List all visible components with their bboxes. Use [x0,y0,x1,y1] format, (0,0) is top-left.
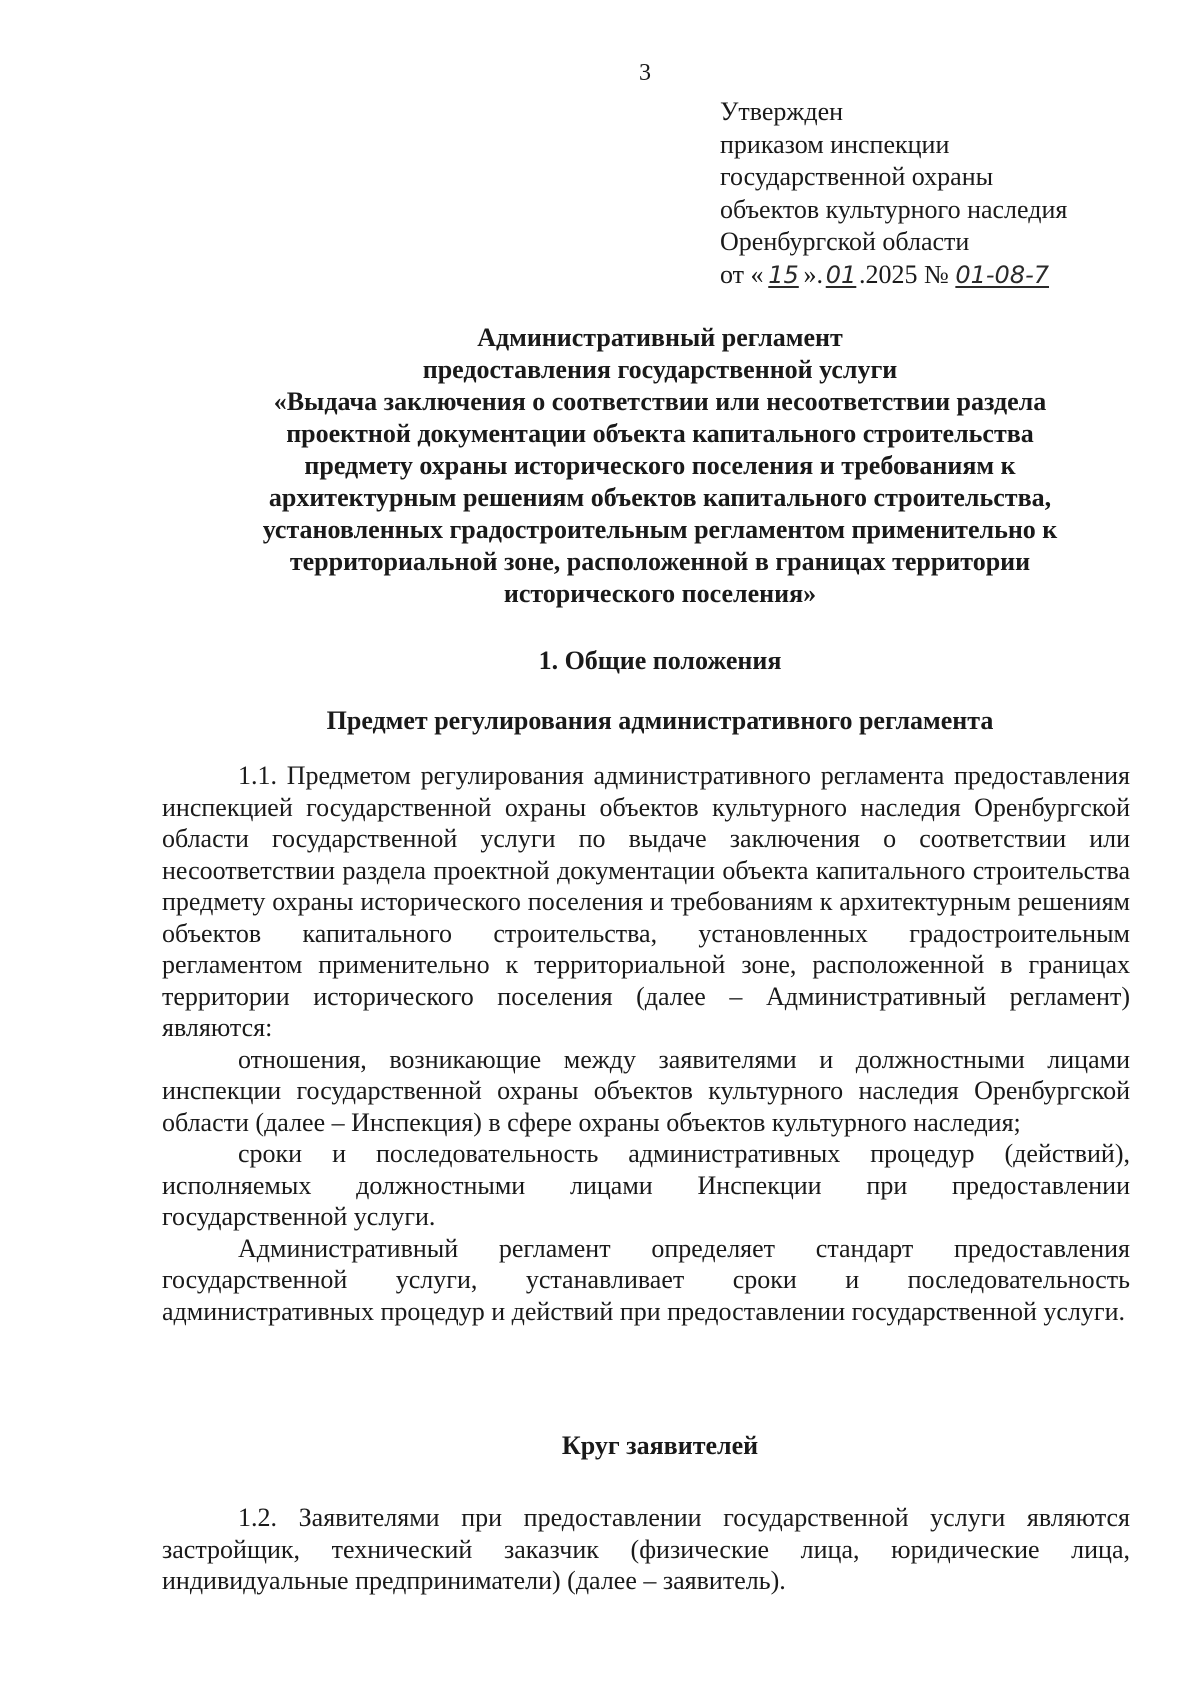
approval-date-line [720,259,1073,292]
approval-line: приказом инспекции [720,129,950,159]
approval-line: Оренбургской области [720,227,970,256]
body-text-subject [162,760,1130,1327]
date-year: .2025 № [859,259,949,289]
subsection-heading-subject: Предмет регулирования административного регламента [326,706,994,735]
title-line: архитектурным решениям объектов капитального строительства, [268,483,1052,512]
paragraph: отношения, возникающие между заявителями и должностными лицами инспекции государственной охраны объектов культурного наследия Оренбургской области (далее – Инспекция) в сфере охраны объектов культурного наследия; [162,1044,1130,1137]
body-text-applicants [162,1502,1130,1597]
handwritten-month: 01 [825,260,857,289]
title-line: территориальной зоне, расположенной в границах территории [289,547,1031,576]
section-heading-general: 1. Общие положения [538,646,782,675]
subsection-heading-applicants: Круг заявителей [561,1431,759,1460]
title-line: предмету охраны исторического поселения и требованиям к [304,451,1016,480]
title-line: «Выдача заключения о соответствии или несоответствии раздела [273,387,1047,416]
paragraph: 1.2. Заявителями при предоставлении государственной услуги являются застройщик, технический заказчик (физические лица, юридические лица, индивидуальные предприниматели) (далее – заявитель). [162,1503,1130,1595]
approval-line: Утвержден [720,97,844,126]
handwritten-order-number: 01-08-7 [955,260,1050,289]
title-line: исторического поселения» [503,579,817,608]
date-prefix: от « [720,259,764,289]
approval-line: государственной охраны [720,162,994,191]
page-number: 3 [639,60,651,86]
document-title [160,322,1160,610]
title-line: установленных градостроительным регламентом применительно к [262,515,1058,544]
date-separator: ». [803,259,824,289]
paragraph: Административный регламент определяет стандарт предоставления государственной услуги, устанавливает сроки и последовательность административных процедур и действий при предоставлении государственной услуги. [162,1233,1130,1326]
paragraph: сроки и последовательность административных процедур (действий), исполняемых должностными лицами Инспекции при предоставлении государственной услуги. [162,1139,1130,1231]
approval-line: объектов культурного наследия [720,194,1068,224]
handwritten-day: 15 [768,260,799,289]
title-line: Административный регламент [477,323,843,352]
title-line: предоставления государственной услуги [422,355,898,384]
paragraph: 1.1. Предметом регулирования административного регламента предоставления инспекцией государственной охраны объектов культурного наследия Оренбургской области государственной услуги по выдаче заключения о соответствии или несоответствии раздела проектной документации объекта капитального строительства предмету охраны исторического поселения и требованиям к архитектурным решениям объектов капитального строительства, установленных градостроительным регламентом применительно к территориальной зоне, расположенной в границах территории исторического поселения (далее – Административный регламент) являются: [162,761,1130,1042]
title-line: проектной документации объекта капитального строительства [286,419,1034,448]
approval-stamp [720,96,1073,291]
